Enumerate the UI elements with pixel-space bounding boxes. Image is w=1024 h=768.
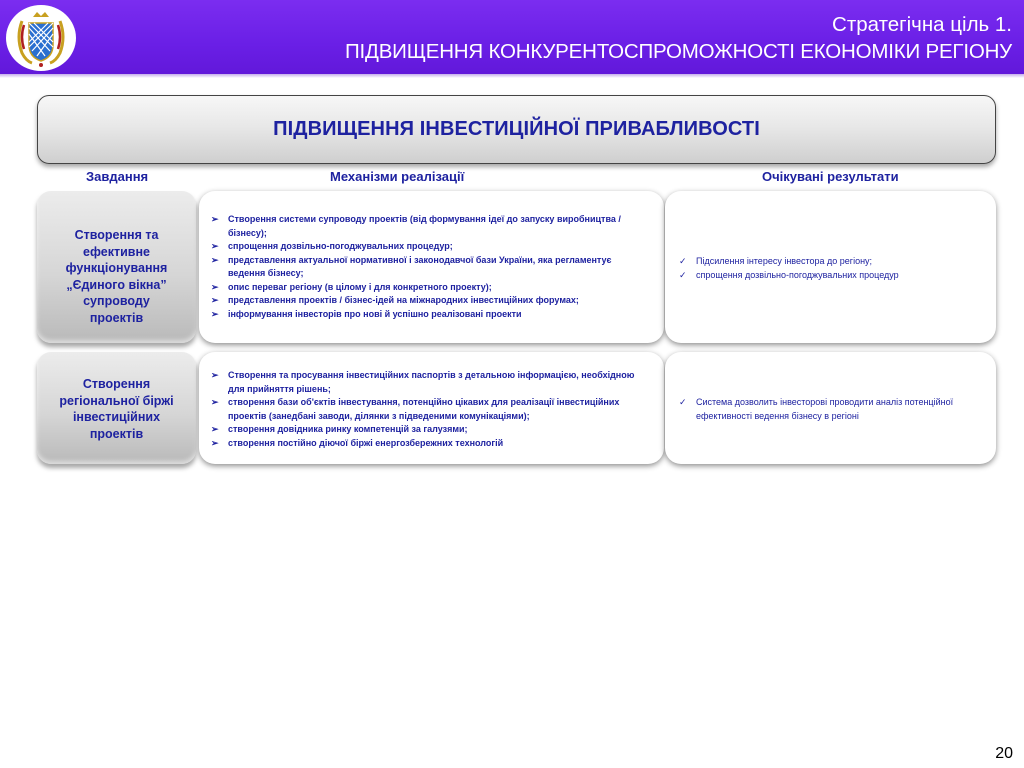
check-bullet-icon: ✓	[679, 269, 687, 280]
list-item: ✓ Підсилення інтересу інвестора до регіону;	[677, 255, 988, 269]
header-bar	[0, 0, 1024, 74]
arrow-bullet-icon: ➢	[211, 295, 219, 305]
results-card-2	[665, 352, 996, 464]
list-item: ✓ Система дозволить інвесторові проводити аналіз потенційної ефективності ведення бізнесу в регіоні	[679, 397, 954, 421]
section-banner	[37, 95, 996, 164]
arrow-bullet-icon: ➢	[211, 308, 219, 319]
coat-of-arms-icon	[6, 5, 76, 71]
task-label: Створення та ефективне функціонування „Єдиного вікна” супроводу проектів	[65, 228, 168, 325]
column-header-tasks: Завдання	[86, 169, 149, 184]
list-item: ➢ опис переваг регіону (в цілому і для конкретного проекту);	[209, 281, 646, 295]
results-list	[677, 255, 988, 282]
arrow-bullet-icon: ➢	[211, 437, 219, 448]
arrow-bullet-icon: ➢	[211, 241, 219, 251]
list-item: ➢ інформування інвесторів про нові й успішно реалізовані проекти	[209, 308, 646, 322]
task-box-1	[37, 191, 196, 343]
results-card-1	[665, 191, 996, 343]
column-header-results: Очікувані результати	[762, 169, 899, 184]
list-item: ➢ представлення проектів / бізнес-ідей на міжнародних інвестиційних форумах;	[209, 294, 646, 308]
column-header-mechanisms: Механізми реалізації	[330, 169, 465, 184]
list-item: ✓ спрощення дозвільно-погоджувальних процедур	[677, 269, 988, 283]
arrow-bullet-icon: ➢	[211, 254, 219, 265]
arrow-bullet-icon: ➢	[211, 397, 219, 407]
list-item: ➢ створення бази об'єктів інвестування, потенційно цікавих для реалізації інвестиційних проектів (занедбані заводи, ділянки з підведеними комунікаціями);	[211, 397, 620, 421]
list-item: ➢ Створення системи супроводу проектів (від формування ідеї до запуску виробництва / бізнесу);	[211, 214, 621, 238]
title-line-1: Стратегічна ціль 1.	[832, 13, 1012, 36]
task-box-2	[37, 352, 196, 464]
arrow-bullet-icon: ➢	[211, 370, 219, 380]
list-item: ➢ створення довідника ринку компетенцій за галузями;	[209, 423, 652, 437]
list-item: ➢ спрощення дозвільно-погоджувальних процедур;	[209, 240, 646, 254]
mechanisms-card-2	[199, 352, 664, 464]
list-item: ➢ Створення та просування інвестиційних паспортів з детальною інформацією, необхідною для прийняття рішень;	[211, 370, 635, 394]
arrow-bullet-icon: ➢	[211, 281, 219, 292]
list-item: ➢ створення постійно діючої біржі енергозбережних технологій	[209, 437, 652, 451]
check-bullet-icon: ✓	[679, 256, 687, 266]
arrow-bullet-icon: ➢	[211, 214, 219, 224]
arrow-bullet-icon: ➢	[211, 424, 219, 434]
results-list	[677, 396, 988, 423]
title-line-2: ПІДВИЩЕННЯ КОНКУРЕНТОСПРОМОЖНОСТІ ЕКОНОМІКИ РЕГІОНУ	[344, 40, 1012, 63]
mechanisms-list	[209, 213, 646, 321]
banner-title: ПІДВИЩЕННЯ ІНВЕСТИЦІЙНОЇ ПРИВАБЛИВОСТІ	[273, 118, 760, 140]
check-bullet-icon: ✓	[679, 397, 687, 407]
mechanisms-card-1	[199, 191, 664, 343]
list-item: ➢ представлення актуальної нормативної і законодавчої бази України, яка регламентує ведення бізнесу;	[211, 254, 612, 278]
mechanisms-list	[209, 369, 652, 450]
slide-title	[345, 11, 1012, 65]
page-number: 20	[995, 745, 1013, 762]
task-label: Створення регіональної біржі інвестиційних проектів	[59, 377, 174, 441]
